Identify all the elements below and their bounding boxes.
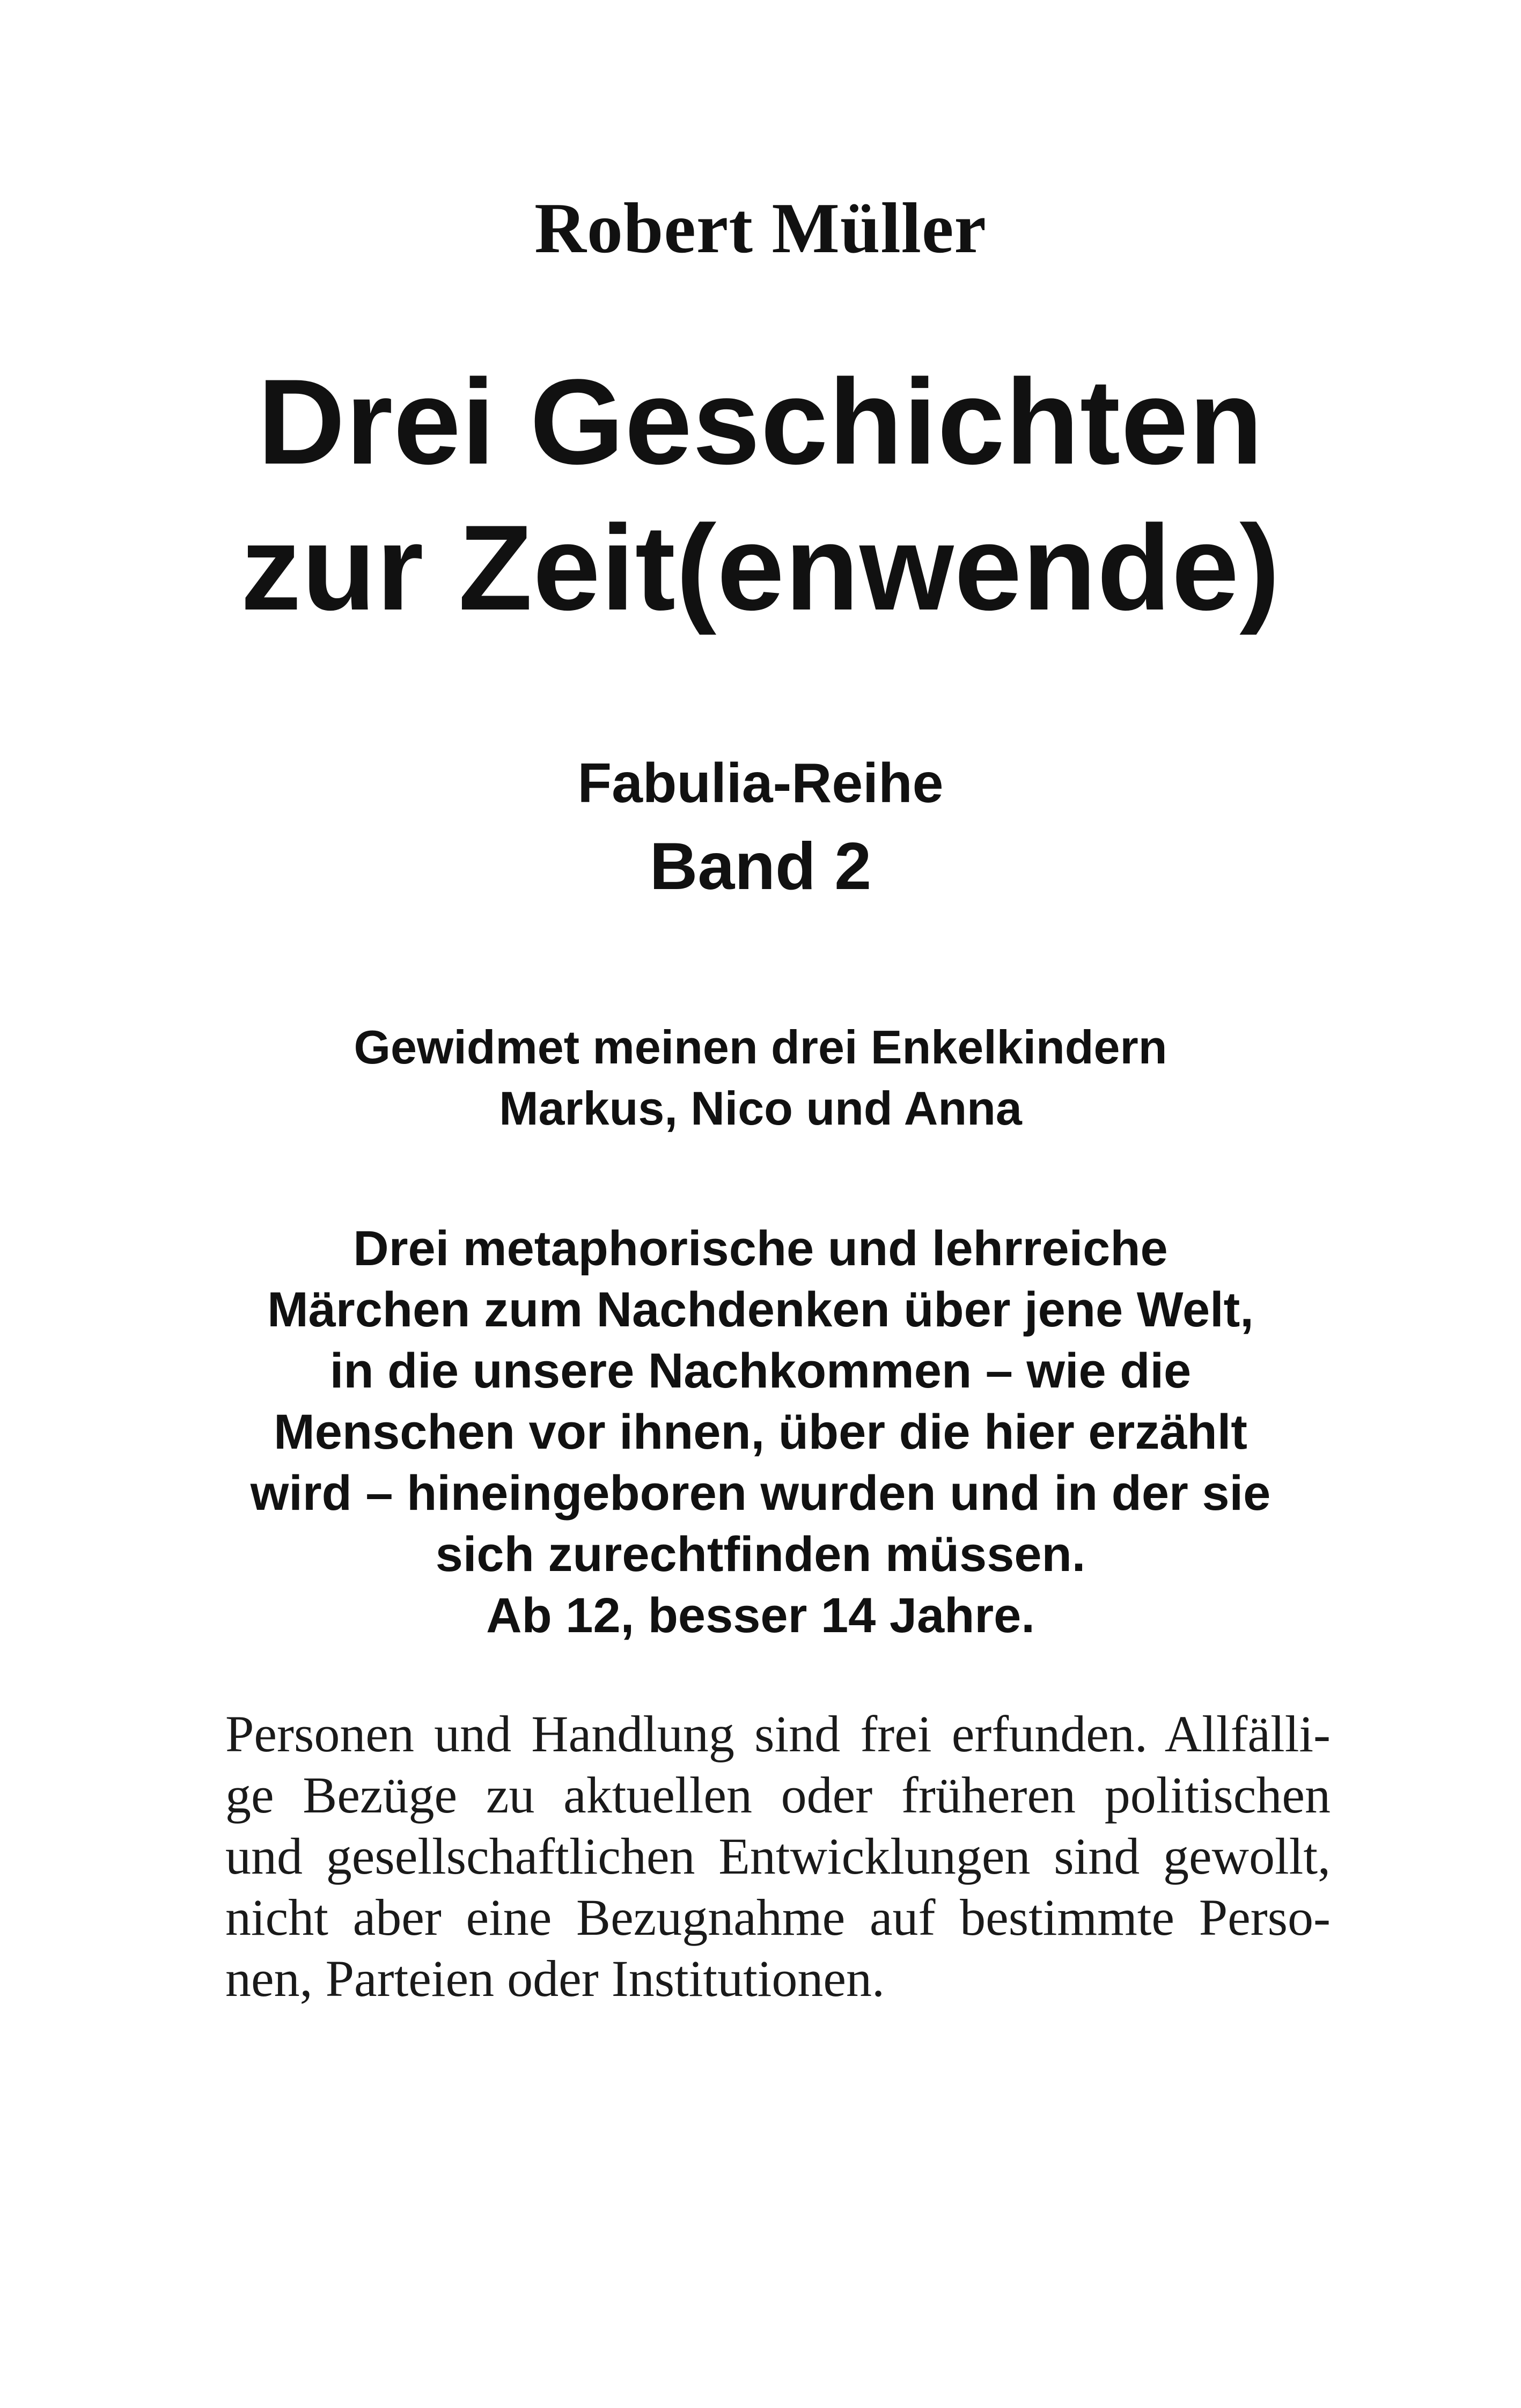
disclaimer-line: ge Bezüge zu aktuellen oder früheren politischen (225, 1766, 1331, 1824)
disclaimer-line: nen, Parteien oder Institutionen. (225, 1950, 885, 2007)
book-description (0, 1218, 1521, 1646)
description-line: Märchen zum Nachdenken über jene Welt, (267, 1282, 1254, 1337)
series-name: Fabulia-Reihe (577, 752, 944, 814)
volume-number: Band 2 (649, 829, 872, 904)
book-title (0, 349, 1521, 641)
disclaimer-line: nicht aber eine Bezugnahme auf bestimmte Perso- (225, 1889, 1331, 1946)
disclaimer-paragraph (225, 1704, 1331, 2009)
description-line: Drei metaphorische und lehrreiche (353, 1221, 1168, 1276)
description-line: sich zurechtfinden müssen. (435, 1527, 1086, 1582)
author-name: Robert Müller (534, 188, 987, 268)
description-line: Menschen vor ihnen, über die hier erzählt (274, 1405, 1247, 1459)
description-line: wird – hineingeboren wurden und in der sie (250, 1466, 1271, 1521)
book-title-line: Drei Geschichten (258, 354, 1263, 489)
dedication-line: Gewidmet meinen drei Enkelkindern (354, 1021, 1167, 1074)
description-line: in die unsere Nachkommen – wie die (329, 1344, 1192, 1398)
disclaimer-line: Personen und Handlung sind frei erfunden. Allfälli- (225, 1705, 1331, 1763)
disclaimer-line: und gesellschaftlichen Entwicklungen sind gewollt, (225, 1827, 1331, 1885)
book-title-line: zur Zeit(enwende) (240, 500, 1281, 635)
dedication-line: Markus, Nico und Anna (499, 1082, 1022, 1135)
description-line: Ab 12, besser 14 Jahre. (486, 1588, 1035, 1643)
dedication (0, 1017, 1521, 1139)
